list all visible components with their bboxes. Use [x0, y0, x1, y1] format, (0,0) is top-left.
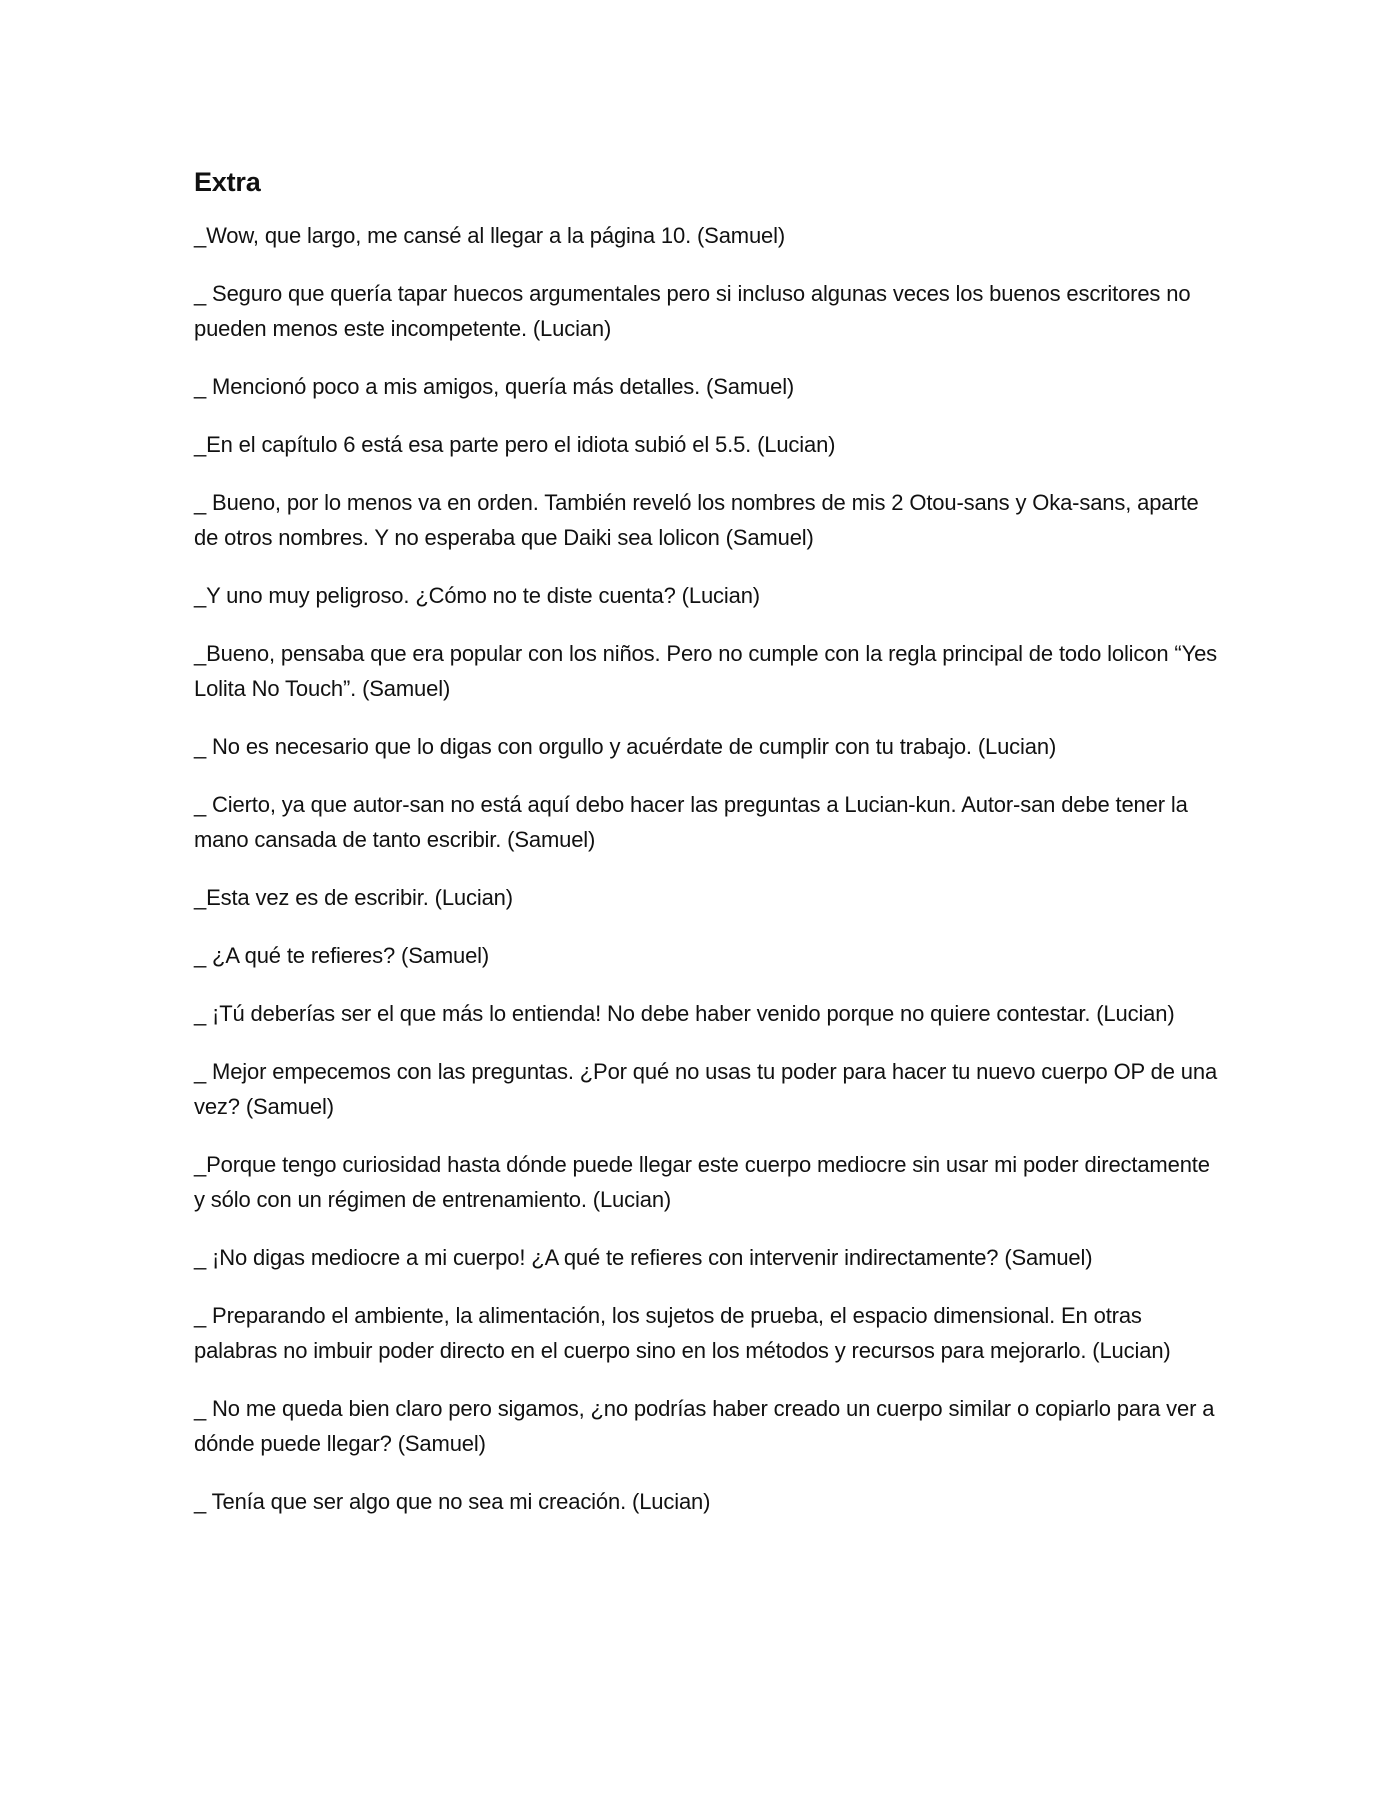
- dialogue-paragraph: _ Mencionó poco a mis amigos, quería más detalles. (Samuel): [194, 374, 795, 399]
- dialogue-paragraph: _ ¿A qué te refieres? (Samuel): [194, 943, 490, 968]
- dialogue-paragraph: _ ¡No digas mediocre a mi cuerpo! ¿A qué te refieres con intervenir indirectamente? (Samuel): [194, 1245, 1093, 1270]
- document-body: [194, 162, 1224, 1542]
- dialogue-paragraph: _En el capítulo 6 está esa parte pero el idiota subió el 5.5. (Lucian): [194, 432, 836, 457]
- dialogue-paragraph: _ Mejor empecemos con las preguntas. ¿Por qué no usas tu poder para hacer tu nuevo cuerpo OP de una vez? (Samuel): [194, 1059, 1218, 1119]
- dialogue-paragraph: _ Seguro que quería tapar huecos argumentales pero si incluso algunas veces los buenos escritores no pueden menos este incompetente. (Lucian): [194, 281, 1191, 341]
- dialogue-paragraph: _ Preparando el ambiente, la alimentación, los sujetos de prueba, el espacio dimensional. En otras palabras no imbuir poder directo en el cuerpo sino en los métodos y recursos para mejorarlo. (Lucian): [194, 1303, 1171, 1363]
- dialogue-paragraph: _Y uno muy peligroso. ¿Cómo no te diste cuenta? (Lucian): [194, 583, 760, 608]
- dialogue-paragraph: _Porque tengo curiosidad hasta dónde puede llegar este cuerpo mediocre sin usar mi poder directamente y sólo con un régimen de entrenamiento. (Lucian): [194, 1152, 1210, 1212]
- dialogue-paragraph: _ No es necesario que lo digas con orgullo y acuérdate de cumplir con tu trabajo. (Lucian): [194, 734, 1057, 759]
- dialogue-paragraph: _Esta vez es de escribir. (Lucian): [194, 885, 513, 910]
- dialogue-paragraph: _Bueno, pensaba que era popular con los niños. Pero no cumple con la regla principal de todo lolicon “Yes Lolita No Touch”. (Samuel): [194, 641, 1218, 701]
- dialogue-paragraph: _ Bueno, por lo menos va en orden. También reveló los nombres de mis 2 Otou-sans y Oka-sans, aparte de otros nombres. Y no esperaba que Daiki sea lolicon (Samuel): [194, 490, 1199, 550]
- dialogue-paragraph: _ No me queda bien claro pero sigamos, ¿no podrías haber creado un cuerpo similar o copiarlo para ver a dónde puede llegar? (Samuel): [194, 1396, 1215, 1456]
- dialogue-paragraph: _Wow, que largo, me cansé al llegar a la página 10. (Samuel): [194, 223, 786, 248]
- dialogue-paragraph: _ Tenía que ser algo que no sea mi creación. (Lucian): [194, 1489, 711, 1514]
- dialogue-paragraph: _ ¡Tú deberías ser el que más lo entienda! No debe haber venido porque no quiere contestar. (Lucian): [194, 1001, 1175, 1026]
- dialogue-paragraph: _ Cierto, ya que autor-san no está aquí debo hacer las preguntas a Lucian-kun. Autor-san debe tener la mano cansada de tanto escribir. (Samuel): [194, 792, 1188, 852]
- document-title: Extra: [194, 167, 261, 197]
